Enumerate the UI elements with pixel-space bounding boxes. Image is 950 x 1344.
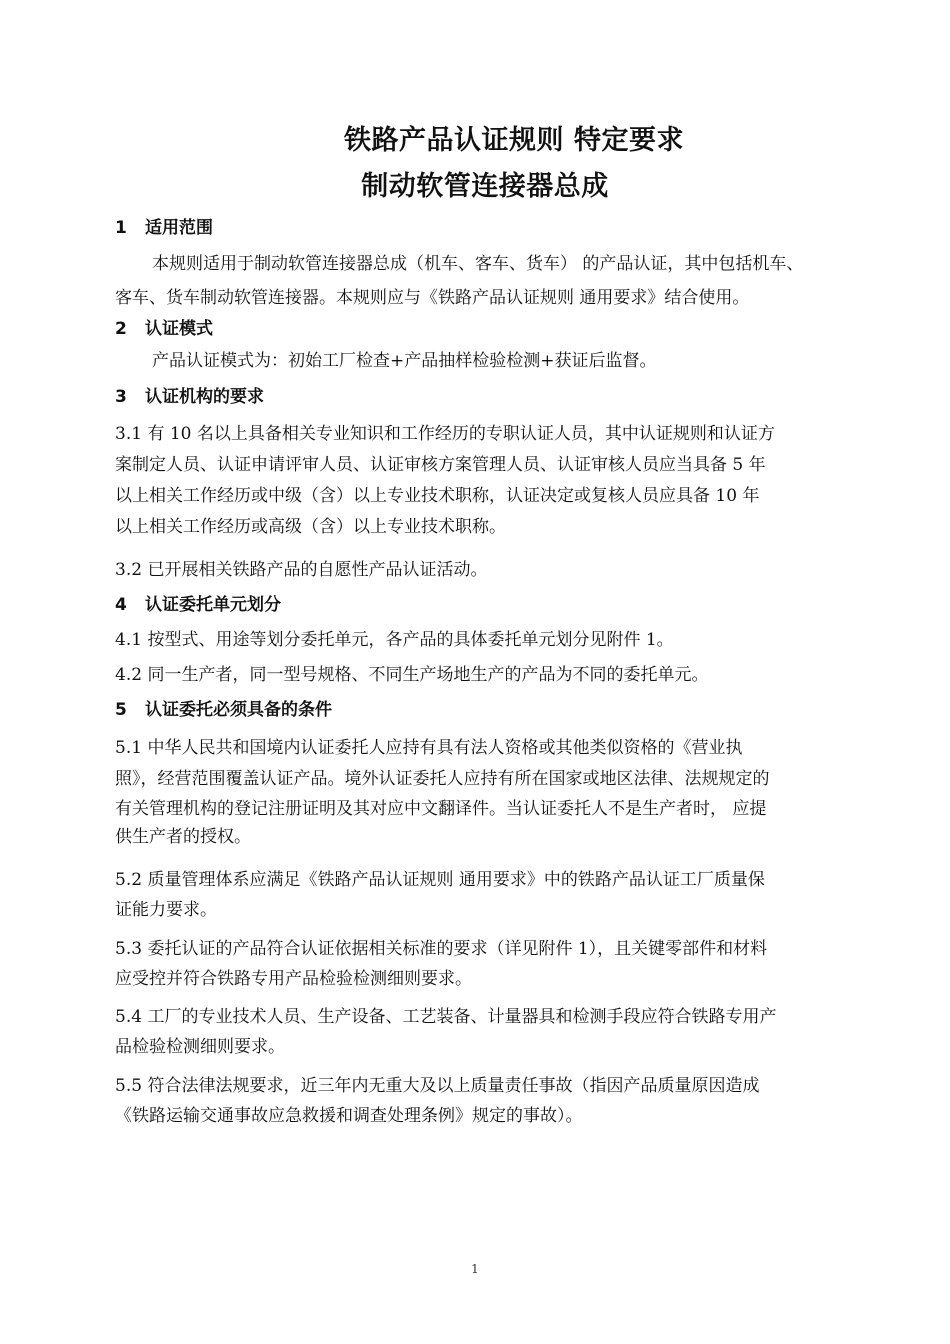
clause-line: 供生产者的授权。 — [115, 827, 251, 847]
paragraph-line: 产品认证模式为：初始工厂检查+产品抽样检验检测+获证后监督。 — [152, 351, 657, 371]
clause-line: 5.5 符合法律法规要求，近三年内无重大及以上质量责任事故（指因产品质量原因造成 — [115, 1076, 760, 1096]
clause-line: 5.1 中华人民共和国境内认证委托人应持有具有法人资格或其他类似资格的《营业执 — [115, 738, 743, 758]
clause-line: 4.1 按型式、用途等划分委托单元，各产品的具体委托单元划分见附件 1。 — [115, 630, 674, 650]
section-title: 认证模式 — [145, 319, 213, 339]
section-title: 认证委托必须具备的条件 — [145, 700, 332, 720]
section-number: 3 — [115, 387, 127, 407]
clause-line: 有关管理机构的登记注册证明及其对应中文翻译件。当认证委托人不是生产者时， 应提 — [115, 799, 767, 819]
document-title-line-2: 制动软管连接器总成 — [361, 171, 609, 202]
clause-line: 证能力要求。 — [115, 900, 217, 920]
paragraph-line: 客车、货车制动软管连接器。本规则应与《铁路产品认证规则 通用要求》结合使用。 — [115, 288, 750, 308]
clause-line: 3.2 已开展相关铁路产品的自愿性产品认证活动。 — [115, 560, 488, 580]
section-title: 适用范围 — [145, 218, 213, 238]
paragraph-line: 本规则适用于制动软管连接器总成（机车、客车、货车） 的产品认证，其中包括机车、 — [152, 254, 804, 274]
section-heading — [115, 314, 213, 339]
page-number: 1 — [471, 1262, 479, 1276]
section-heading — [115, 590, 281, 615]
clause-line: 《铁路运输交通事故应急救援和调查处理条例》规定的事故）。 — [115, 1106, 583, 1126]
section-number: 4 — [115, 595, 127, 615]
clause-line: 以上相关工作经历或中级（含）以上专业技术职称，认证决定或复核人员应具备 10 年 — [115, 486, 760, 506]
clause-line: 照》，经营范围覆盖认证产品。境外认证委托人应持有所在国家或地区法律、法规规定的 — [115, 769, 770, 789]
section-heading — [115, 382, 264, 407]
clause-line: 5.2 质量管理体系应满足《铁路产品认证规则 通用要求》中的铁路产品认证工厂质量保 — [115, 870, 765, 890]
section-number: 5 — [115, 700, 127, 720]
clause-line: 5.3 委托认证的产品符合认证依据相关标准的要求（详见附件 1），且关键零部件和材料 — [115, 939, 768, 959]
clause-line: 品检验检测细则要求。 — [115, 1037, 285, 1057]
clause-line: 以上相关工作经历或高级（含）以上专业技术职称。 — [115, 517, 506, 537]
section-number: 2 — [115, 319, 127, 339]
section-title: 认证机构的要求 — [145, 387, 264, 407]
document-title-line-1: 铁路产品认证规则 特定要求 — [344, 125, 684, 156]
clause-line: 5.4 工厂的专业技术人员、生产设备、工艺装备、计量器具和检测手段应符合铁路专用产 — [115, 1007, 777, 1027]
section-heading — [115, 695, 332, 720]
clause-line: 3.1 有 10 名以上具备相关专业知识和工作经历的专职认证人员，其中认证规则和认证方 — [115, 424, 775, 444]
clause-line: 案制定人员、认证申请评审人员、认证审核方案管理人员、认证审核人员应当具备 5 年 — [115, 455, 766, 475]
section-title: 认证委托单元划分 — [145, 595, 281, 615]
clause-line: 4.2 同一生产者，同一型号规格、不同生产场地生产的产品为不同的委托单元。 — [115, 665, 709, 685]
section-heading — [115, 213, 213, 238]
clause-line: 应受控并符合铁路专用产品检验检测细则要求。 — [115, 969, 472, 989]
section-number: 1 — [115, 218, 127, 238]
